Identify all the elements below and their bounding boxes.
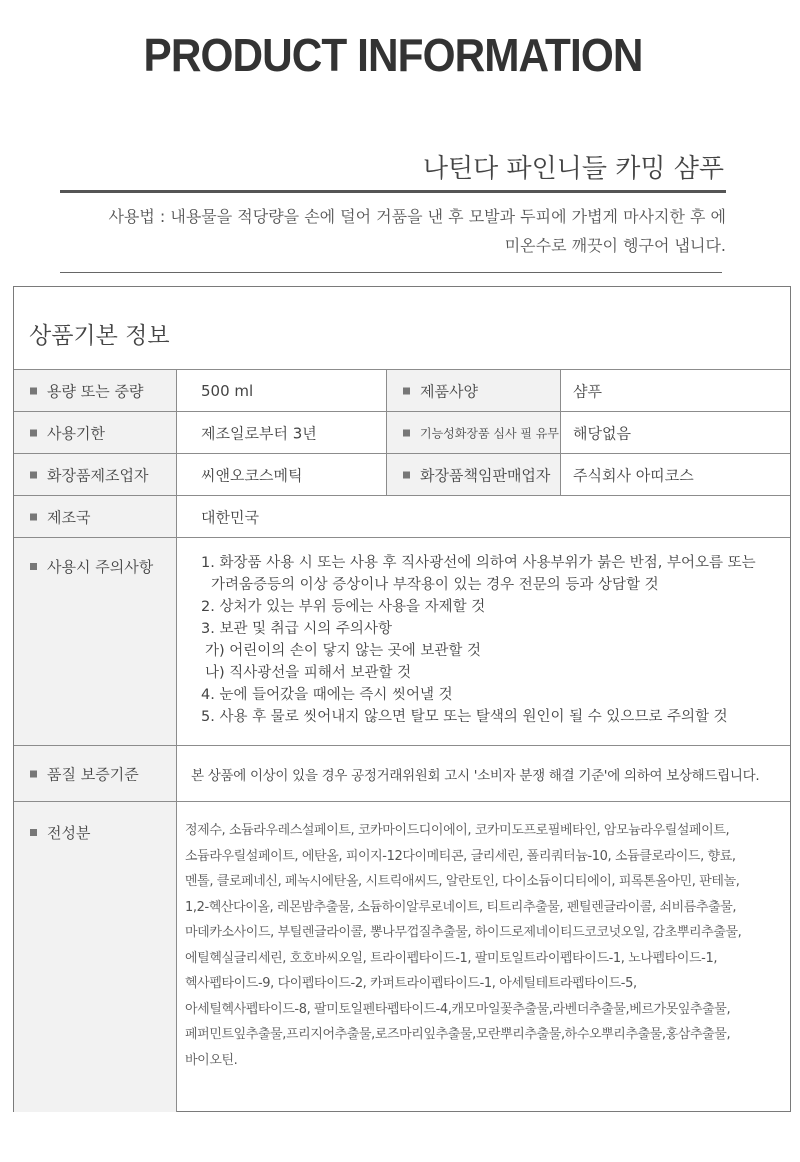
table-row <box>14 495 790 538</box>
ingredient-line: 바이오틴. <box>185 1052 238 1068</box>
row-value: 주식회사 아띠코스 <box>573 466 694 485</box>
row-label: 품질 보증기준 <box>30 764 139 785</box>
usage-line-1: 사용법 : 내용물을 적당량을 손에 덜어 거품을 낸 후 모발과 두피에 가볍게 마사지한 후 에 <box>108 207 726 226</box>
row-value: 샴푸 <box>573 382 602 401</box>
divider-thick <box>60 190 726 193</box>
table-row-quality <box>14 745 790 802</box>
ingredient-line: 멘톨, 클로페네신, 페녹시에탄올, 시트릭애씨드, 알란토인, 다이소듐이디티에이, 피록톤올아민, 판테놀, <box>185 874 740 889</box>
ingredients-list <box>185 818 765 1073</box>
bullet-square-icon <box>403 388 410 395</box>
caution-line: 나) 직사광선을 피해서 보관할 것 <box>205 665 412 681</box>
ingredient-line: 마데카소사이드, 부틸렌글라이콜, 뽕나무껍질추출물, 하이드로제네이티드코코넛오일, 감초뿌리추출물, <box>185 925 742 940</box>
row-label: 기능성화장품 심사 필 유무 <box>403 425 559 442</box>
row-label: 제조국 <box>30 507 90 528</box>
caution-list <box>201 552 756 728</box>
page-title: PRODUCT INFORMATION <box>143 29 643 81</box>
ingredient-line: 헥사펩타이드-9, 다이펩타이드-2, 카퍼트라이펩타이드-1, 아세틸테트라펩타이드-5, <box>185 976 637 991</box>
row-value: 해당없음 <box>573 424 631 443</box>
product-info-table <box>13 286 791 1112</box>
table-row-caution <box>14 537 790 746</box>
bullet-square-icon <box>30 563 37 570</box>
bullet-square-icon <box>30 472 37 479</box>
row-value: 대한민국 <box>201 508 259 527</box>
ingredient-line: 정제수, 소듐라우레스설페이트, 코카마이드디이에이, 코카미도프로필베타인, 암모늄라우릴설페이트, <box>185 823 730 838</box>
caution-line: 1. 화장품 사용 시 또는 사용 후 직사광선에 의하여 사용부위가 붉은 반점, 부어오름 또는 <box>201 555 756 571</box>
table-row-ingredients <box>14 801 790 1112</box>
row-label: 제품사양 <box>403 381 478 402</box>
ingredient-line: 1,2-헥산다이올, 레몬밤추출물, 소듐하이알루로네이트, 티트리추출물, 펜틸렌글라이콜, 쇠비름추출물, <box>185 899 737 915</box>
bullet-square-icon <box>403 472 410 479</box>
ingredient-line: 페퍼민트잎추출물,프리지어추출물,로즈마리잎추출물,모란뿌리추출물,하수오뿌리추출물,홍삼추출물, <box>185 1027 731 1042</box>
row-label: 용량 또는 중량 <box>30 381 143 402</box>
caution-line: 가려움증등의 이상 증상이나 부작용이 있는 경우 전문의 등과 상담할 것 <box>211 577 659 593</box>
caution-line: 3. 보관 및 취급 시의 주의사항 <box>201 621 392 637</box>
caution-line: 5. 사용 후 물로 씻어내지 않으면 탈모 또는 탈색의 원인이 될 수 있으므로 주의할 것 <box>201 709 728 725</box>
bullet-square-icon <box>30 514 37 521</box>
usage-instructions <box>60 202 726 260</box>
quality-text: 본 상품에 이상이 있을 경우 공정거래위원회 고시 '소비자 분쟁 해결 기준'에 의하여 보상해드립니다. <box>191 768 760 784</box>
table-row <box>14 453 790 496</box>
row-label: 사용시 주의사항 <box>30 556 153 577</box>
ingredient-line: 에틸헥실글리세린, 호호바씨오일, 트라이펩타이드-1, 팔미토일트라이펩타이드-1, 노나펩타이드-1, <box>185 950 718 966</box>
caution-line: 2. 상처가 있는 부위 등에는 사용을 자제할 것 <box>201 599 486 615</box>
product-name: 나틴다 파인니들 카밍 샴푸 <box>422 154 724 184</box>
bullet-square-icon <box>30 771 37 778</box>
divider-thin <box>60 272 722 273</box>
ingredient-line: 아세틸헥사펩타이드-8, 팔미토일펜타펩타이드-4,캐모마일꽃추출물,라벤더추출물,베르가못잎추출물, <box>185 1001 731 1017</box>
bullet-square-icon <box>30 829 37 836</box>
row-value: 500 ml <box>201 382 254 400</box>
row-value: 씨앤오코스메틱 <box>201 466 303 485</box>
section-title: 상품기본 정보 <box>29 323 170 349</box>
caution-line: 가) 어린이의 손이 닿지 않는 곳에 보관할 것 <box>205 643 482 659</box>
caution-line: 4. 눈에 들어갔을 때에는 즉시 씻어낼 것 <box>201 687 453 703</box>
bullet-square-icon <box>30 430 37 437</box>
table-row <box>14 411 790 454</box>
row-label: 사용기한 <box>30 423 105 444</box>
table-row <box>14 369 790 412</box>
row-value: 제조일로부터 3년 <box>201 424 317 443</box>
row-label: 화장품책임판매업자 <box>403 465 550 486</box>
bullet-square-icon <box>403 430 410 437</box>
usage-line-2: 미온수로 깨끗이 헹구어 냅니다. <box>504 236 726 255</box>
ingredient-line: 소듐라우릴설페이트, 에탄올, 피이지-12다이메티콘, 글리세린, 폴리쿼터늄-10, 소듐클로라이드, 향료, <box>185 848 736 864</box>
row-label: 전성분 <box>30 822 90 843</box>
bullet-square-icon <box>30 388 37 395</box>
row-label: 화장품제조업자 <box>30 465 148 486</box>
